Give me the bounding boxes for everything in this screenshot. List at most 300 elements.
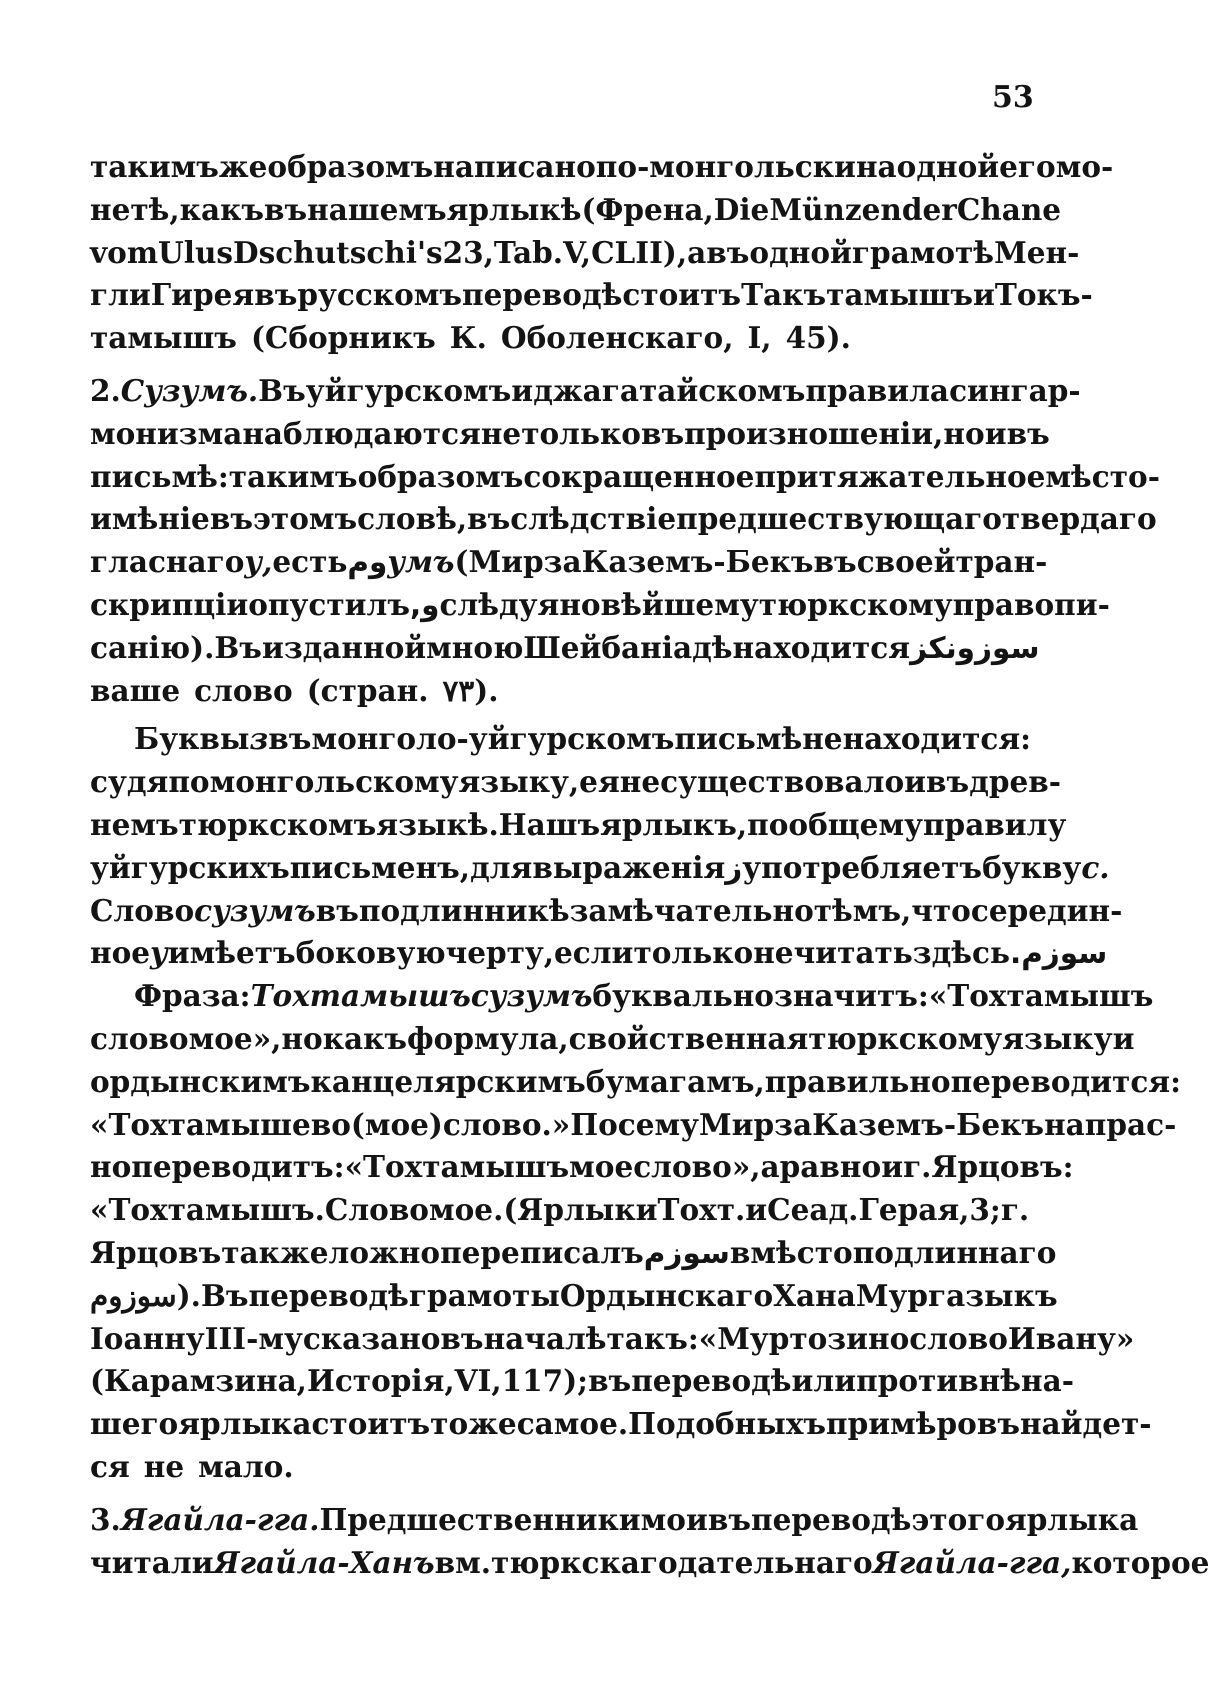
word: мое»,	[188, 1020, 282, 1056]
text-line	[90, 627, 1040, 670]
word: Гирея	[150, 277, 255, 313]
word: въ	[209, 501, 253, 537]
word: бумагамъ,	[585, 1063, 765, 1099]
word: Ярцовъ:	[931, 1149, 1074, 1185]
word: тюркскаго	[491, 1544, 678, 1580]
word: началѣ	[483, 1320, 607, 1356]
word: слово	[194, 672, 293, 708]
word: правильно	[764, 1063, 951, 1099]
word: что	[911, 892, 971, 928]
word: у,	[244, 544, 273, 580]
word: слово.»	[442, 1106, 571, 1142]
word: мало.	[198, 1448, 294, 1484]
word: ложно	[328, 1234, 441, 1270]
word: ٧٣).	[442, 672, 499, 708]
word: Въ	[258, 372, 306, 408]
text-line	[90, 498, 1157, 541]
word: Tab.	[493, 234, 564, 270]
word: этомъ	[252, 501, 358, 537]
word: новѣйшему	[559, 586, 759, 622]
text-line	[90, 1018, 1135, 1061]
word: значитъ:	[774, 978, 929, 1014]
word: въ	[467, 501, 511, 537]
word: монголо-уйгурскомъ	[311, 721, 675, 757]
word: находится	[732, 629, 911, 665]
word: переводѣ	[631, 1363, 792, 1399]
word: Мен-	[994, 234, 1080, 270]
word: только	[521, 415, 641, 451]
text-line	[90, 232, 1080, 275]
word: судя	[90, 764, 169, 800]
word: гласнаго	[90, 544, 245, 580]
word: мо-	[1055, 149, 1114, 184]
word: Сузумъ.	[120, 372, 259, 408]
arabic-word: سوزونكز	[910, 630, 1040, 665]
text-line	[90, 146, 1114, 189]
text-line	[90, 456, 1160, 499]
word: немъ	[90, 806, 179, 842]
word: 117);	[501, 1363, 589, 1399]
word: Ивану»	[1007, 1320, 1135, 1356]
word: Мургазы	[855, 1277, 1014, 1313]
word: канцелярскимъ	[310, 1063, 586, 1099]
word: ное	[90, 935, 151, 971]
word: Chane	[956, 191, 1062, 227]
word: (Ярлыки	[503, 1192, 658, 1228]
word: у	[150, 935, 168, 971]
word: «Тохтамышево	[90, 1106, 351, 1142]
word: если	[554, 935, 634, 971]
word: и	[511, 372, 534, 408]
arabic-word: ز	[725, 850, 743, 885]
arabic-word: و,	[409, 587, 440, 622]
word: тоже	[430, 1406, 517, 1442]
word: Ulus	[158, 234, 234, 270]
word: напрас-	[1044, 1106, 1177, 1142]
word: тюркскому	[808, 1020, 1003, 1056]
text-line	[90, 932, 1108, 975]
word: а	[687, 234, 707, 270]
arabic-word: سوزم	[643, 1235, 730, 1270]
word: ордынскимъ	[90, 1063, 311, 1099]
text-line	[90, 1275, 1058, 1318]
word: Буквы	[134, 721, 250, 757]
text-line	[90, 718, 1031, 761]
word: (Френа,	[581, 191, 714, 227]
word: сказано	[302, 1320, 441, 1356]
text-line	[90, 1542, 1209, 1585]
word: шего	[90, 1406, 179, 1442]
word: языку	[1002, 1020, 1113, 1056]
page-number: 53	[992, 80, 1034, 115]
word: «Тохтамышъ	[928, 978, 1154, 1014]
word: написано	[433, 149, 596, 184]
text-line	[90, 1189, 1030, 1232]
word: притяжательное	[754, 458, 1046, 494]
word: переписалъ	[440, 1234, 644, 1270]
word: въ	[315, 892, 359, 928]
word: равно	[779, 1149, 882, 1185]
word: по-монгольски	[595, 149, 856, 184]
word: письмѣ:	[90, 458, 229, 494]
word: ея	[579, 764, 620, 800]
word: 3.	[90, 1501, 121, 1537]
word: Шейбаніадѣ	[523, 629, 733, 665]
word: одной	[896, 149, 1000, 184]
word: тамышъ	[90, 320, 237, 356]
word: читали	[90, 1544, 214, 1580]
word: для	[470, 849, 533, 885]
word: нашемъ	[307, 191, 447, 227]
word: твердаго	[1001, 501, 1157, 537]
word: -	[713, 544, 726, 580]
word: здѣсь	[912, 935, 1010, 971]
word: примѣровъ	[826, 1406, 1020, 1442]
text-line	[90, 1146, 1074, 1189]
word: умъ	[387, 544, 455, 580]
text-line	[90, 1318, 1135, 1361]
arabic-word: سوزم.	[1009, 936, 1108, 971]
word: (мое)	[350, 1106, 443, 1142]
word: имѣетъ	[167, 935, 296, 971]
word: а	[760, 1149, 780, 1185]
word: самое.	[516, 1406, 629, 1442]
word: монизма	[90, 415, 243, 451]
text-line	[90, 670, 1020, 713]
word: мною	[426, 629, 524, 665]
word: Каземъ-Бекъ	[812, 1106, 1045, 1142]
word: въ	[707, 1501, 751, 1537]
word: ярлыка	[1005, 1501, 1139, 1537]
word: опустилъ	[248, 586, 410, 622]
word: черту,	[445, 935, 555, 971]
word: (Мирза	[454, 544, 582, 580]
word: есть	[272, 544, 348, 580]
word: же	[218, 149, 268, 184]
word: своей	[856, 544, 956, 580]
word: читать	[793, 935, 913, 971]
word: уйгурскомъ	[305, 372, 512, 408]
word: въ	[254, 277, 298, 313]
word: Ягайла-гга.	[120, 1501, 320, 1537]
text-line	[90, 317, 1020, 360]
word: его	[999, 149, 1056, 184]
word: не	[619, 764, 661, 800]
word: переводитъ:	[131, 1149, 345, 1185]
text-line	[90, 890, 1123, 933]
text-line	[90, 370, 1081, 413]
word: произношеніи,	[684, 415, 944, 451]
word: и	[984, 415, 1007, 451]
word: выраженія	[532, 849, 726, 885]
word: Мирза	[699, 1106, 813, 1142]
word: Ярцовъ	[90, 1234, 222, 1270]
text-line	[90, 1360, 1074, 1403]
word: изданной	[261, 629, 427, 665]
word: и	[904, 764, 927, 800]
text-line	[90, 847, 1110, 890]
word: Подобныхъ	[628, 1406, 827, 1442]
word: но	[90, 1149, 132, 1185]
word: vom	[90, 234, 159, 270]
word: на-	[1021, 1363, 1074, 1399]
word: Сеад.	[767, 1192, 859, 1228]
word: по	[747, 806, 789, 842]
word: къ	[1013, 1277, 1058, 1313]
word: ваше	[90, 672, 181, 708]
word: формула,	[407, 1020, 569, 1056]
word: не	[802, 721, 843, 757]
word: Münzen	[769, 191, 902, 227]
word: имѣніе	[90, 501, 210, 537]
word: Ордынскаго	[559, 1277, 774, 1313]
word: «Тохтамышъ	[344, 1149, 570, 1185]
word: Исторія,	[306, 1363, 455, 1399]
word: нетѣ,	[90, 191, 180, 227]
text-line	[90, 975, 1154, 1018]
word: которое	[1071, 1544, 1209, 1580]
word: переводѣ	[462, 277, 623, 313]
word: грамотѣ	[851, 234, 995, 270]
word: гли	[90, 277, 151, 313]
word: въ	[640, 415, 685, 451]
word: (стран.	[306, 672, 429, 708]
word: въ	[440, 1320, 484, 1356]
word: ярлыка	[178, 1406, 312, 1442]
text-line	[90, 189, 1062, 232]
word: на	[855, 149, 897, 184]
word: но	[943, 415, 985, 451]
word: Герая,	[858, 1192, 970, 1228]
word: не	[480, 415, 522, 451]
word: (Карамзина,	[90, 1363, 307, 1399]
word: Тохтамышъ	[250, 978, 471, 1014]
word: CLII),	[591, 234, 688, 270]
word: найдет-	[1019, 1406, 1152, 1442]
word: 45).	[785, 320, 851, 356]
word: правопи-	[952, 586, 1110, 622]
word: свойственная	[568, 1020, 809, 1056]
word: середин-	[970, 892, 1123, 928]
word: какъ	[322, 1020, 408, 1056]
text-line	[90, 1499, 1139, 1542]
word: употребляетъ	[742, 849, 983, 885]
word: Бекъ	[725, 544, 814, 580]
word: существовало	[660, 764, 905, 800]
word: какъ	[179, 191, 265, 227]
word: наблюдаются	[242, 415, 481, 451]
word: мѣсто-	[1045, 458, 1160, 494]
word: замѣчательно	[569, 892, 814, 928]
word: Каземъ	[581, 544, 714, 580]
word: и	[881, 1149, 904, 1185]
word: Токъ-	[994, 277, 1093, 313]
word: Хана	[773, 1277, 856, 1313]
text-line	[90, 413, 1050, 456]
word: Dschutschi's	[233, 234, 443, 270]
word: стоитъ	[622, 277, 742, 313]
word: монгольскому	[209, 764, 459, 800]
word: по	[168, 764, 210, 800]
word: письменъ,	[289, 849, 471, 885]
word: «Муртозино	[698, 1320, 910, 1356]
word: сузумъ	[470, 978, 593, 1014]
word: Посему	[570, 1106, 699, 1142]
word: общему	[788, 806, 923, 842]
word: въ	[264, 191, 308, 227]
word: противнѣ	[856, 1363, 1021, 1399]
word: «Тохтамышъ.	[90, 1192, 325, 1228]
text-line	[90, 274, 1093, 317]
word: не	[753, 935, 794, 971]
word: въ	[926, 764, 970, 800]
word: мое	[569, 1149, 634, 1185]
word: языку,	[458, 764, 580, 800]
word: мои	[640, 1501, 708, 1537]
word: въ	[813, 544, 857, 580]
word: вмѣсто	[729, 1234, 853, 1270]
word: Въ	[214, 629, 262, 665]
word: тран-	[955, 544, 1048, 580]
arabic-word: وم	[347, 545, 388, 580]
word: въ	[1006, 415, 1050, 451]
word: ярлыкѣ	[446, 191, 582, 227]
word: 2.	[90, 372, 121, 408]
word: только	[633, 935, 754, 971]
word: III-му	[204, 1320, 303, 1356]
word: Въ	[200, 1277, 249, 1313]
word: Слово	[324, 1192, 429, 1228]
word: правилу	[922, 806, 1067, 842]
word: Фраза:	[134, 978, 251, 1014]
word: такъ:	[606, 1320, 699, 1356]
word: также	[221, 1234, 329, 1270]
text-line	[90, 541, 1048, 584]
word: скрипціи	[90, 586, 249, 622]
word: стоитъ	[311, 1406, 431, 1442]
word: с.	[1081, 849, 1110, 885]
word: грамоты	[408, 1277, 560, 1313]
text-line	[90, 1104, 1177, 1147]
word: и	[745, 1192, 768, 1228]
word: санію).	[90, 629, 215, 665]
word: дательнаго	[677, 1544, 873, 1580]
text-line	[90, 1446, 1020, 1489]
word: Іоанну	[90, 1320, 205, 1356]
word: и	[973, 277, 995, 313]
word: въ	[588, 1363, 632, 1399]
word: (Сборникъ	[250, 320, 436, 356]
word: переводѣ	[750, 1501, 912, 1537]
word: der	[901, 191, 957, 227]
word: слѣдствіе	[510, 501, 677, 537]
word: не	[143, 1448, 185, 1484]
word: языкѣ.	[376, 806, 499, 842]
word: слѣдуя	[439, 586, 560, 622]
word: переводѣ	[248, 1277, 409, 1313]
word: сокращенное	[523, 458, 755, 494]
word: тюркскому	[758, 586, 953, 622]
word: ярлыкъ,	[600, 806, 748, 842]
word: Слово	[90, 892, 195, 928]
word: сингар-	[949, 372, 1081, 408]
word: такимъ	[228, 458, 358, 494]
word: букву	[982, 849, 1082, 885]
word: переводится:	[950, 1063, 1181, 1099]
word: Такътамышъ	[741, 277, 974, 313]
word: I,	[747, 320, 772, 356]
word: находится:	[842, 721, 1031, 757]
word: Тохт.	[657, 1192, 746, 1228]
word: г.	[903, 1149, 932, 1185]
text-line	[90, 1403, 1152, 1446]
word: мое.	[429, 1192, 504, 1228]
word: но	[281, 1020, 323, 1056]
word: ся	[90, 1448, 130, 1484]
word: 23,	[442, 234, 494, 270]
word: Die	[713, 191, 770, 227]
body-text	[90, 146, 1209, 1584]
word: слово	[90, 1020, 189, 1056]
word: джагатайскомъ	[533, 372, 806, 408]
word: словѣ,	[357, 501, 468, 537]
word: письмѣ	[674, 721, 803, 757]
word: слово	[909, 1320, 1008, 1356]
word: уйгурскихъ	[90, 849, 290, 885]
word: подлинникѣ	[358, 892, 570, 928]
word: Ягайла-Ханъ	[213, 1544, 435, 1580]
word: Оболенскаго,	[500, 320, 734, 356]
word: предшествующаго	[676, 501, 1002, 537]
word: подлиннаго	[852, 1234, 1057, 1270]
word: или	[791, 1363, 857, 1399]
word: вм.	[434, 1544, 492, 1580]
word: К.	[449, 320, 487, 356]
word: тѣмъ,	[813, 892, 912, 928]
word: VI,	[454, 1363, 502, 1399]
word: и	[1112, 1020, 1135, 1056]
word: этого	[911, 1501, 1005, 1537]
word: 3;	[969, 1192, 1001, 1228]
word: з	[249, 721, 269, 757]
word: въ	[706, 234, 750, 270]
word: образомъ	[267, 149, 434, 184]
text-line	[90, 1061, 1181, 1104]
word: одной	[749, 234, 852, 270]
word: Нашъ	[498, 806, 601, 842]
word: V,	[563, 234, 592, 270]
word: буквально	[592, 978, 774, 1014]
word: русскомъ	[297, 277, 463, 313]
text-line	[90, 761, 1061, 804]
word: тюркскомъ	[178, 806, 377, 842]
word: древ-	[969, 764, 1061, 800]
word: г.	[1000, 1192, 1030, 1228]
word: сузумъ	[194, 892, 316, 928]
word: سوزوم).	[90, 1277, 201, 1313]
word: слово»,	[633, 1149, 761, 1185]
word: правила	[805, 372, 950, 408]
word: боковую	[295, 935, 446, 971]
word: въ	[268, 721, 312, 757]
word: Предшественники	[319, 1501, 641, 1537]
text-line	[90, 804, 1067, 847]
word: Ягайла-гга,	[872, 1544, 1072, 1580]
text-line	[90, 584, 1110, 627]
word: образомъ	[357, 458, 524, 494]
text-line	[90, 1232, 1057, 1275]
word: такимъ	[90, 149, 219, 184]
